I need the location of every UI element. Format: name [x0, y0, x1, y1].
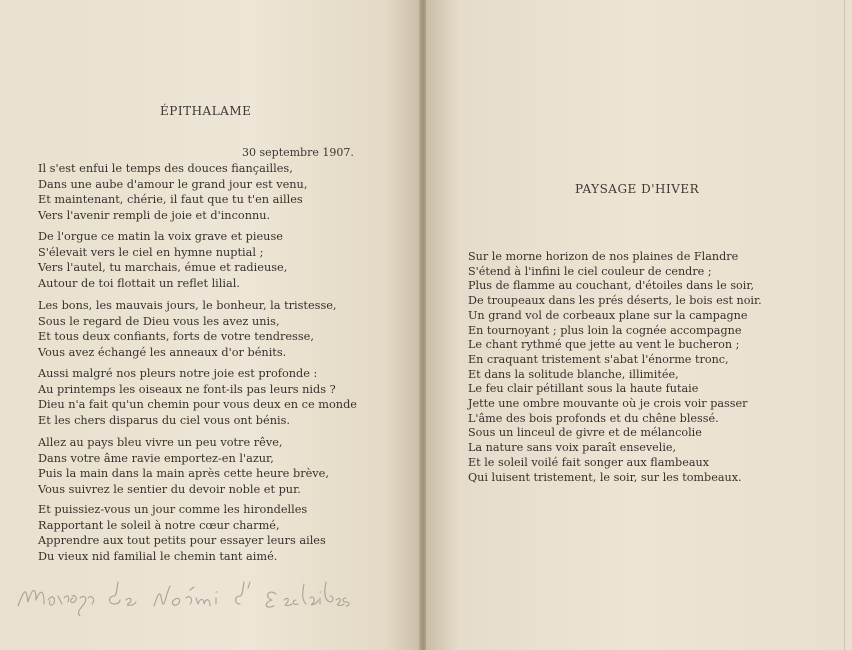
verse-line: Il s'est enfui le temps des douces fiançailles, — [38, 162, 293, 175]
verse-line: Et le soleil voilé fait songer aux flambeaux — [468, 455, 710, 469]
verse-line: Dans une aube d'amour le grand jour est venu, — [38, 177, 308, 191]
verse-line: Vers l'autel, tu marchais, émue et radieuse, — [38, 261, 288, 274]
verse-line: Les bons, les mauvais jours, le bonheur, la tristesse, — [38, 299, 337, 312]
verse-line: Allez au pays bleu vivre un peu votre rêve, — [38, 436, 283, 449]
verse-line: Et puissiez-vous un jour comme les hirondelles — [38, 503, 308, 516]
verse-line: Le chant rythmé que jette au vent le bucheron ; — [468, 338, 740, 352]
left-page-title: ÉPITHALAME — [160, 104, 252, 118]
stanza-4 — [38, 366, 357, 428]
verse-line: Un grand vol de corbeaux plane sur la campagne — [468, 308, 748, 322]
right-page-title: PAYSAGE D'HIVER — [575, 182, 700, 196]
verse-line: Dieu n'a fait qu'un chemin pour vous deux en ce monde — [38, 398, 357, 411]
verse-line: Aussi malgré nos pleurs notre joie est profonde : — [38, 367, 318, 380]
verse-line: S'élevait vers le ciel en hymne nuptial ; — [38, 245, 264, 259]
stanza-5 — [38, 435, 329, 497]
verse-line: Vous avez échangé les anneaux d'or bénits. — [38, 345, 287, 359]
verse-line: Et maintenant, chérie, il faut que tu t'en ailles — [38, 193, 303, 206]
stanza-6 — [38, 502, 326, 564]
verse-line: Dans votre âme ravie emportez-en l'azur, — [38, 451, 274, 465]
poem-date: 30 septembre 1907. — [242, 146, 354, 159]
verse-line: Puis la main dans la main après cette heure brève, — [38, 467, 329, 480]
verse-line: En craquant tristement s'abat l'énorme tronc, — [468, 352, 729, 366]
verse-line: L'âme des bois profonds et du chêne blessé. — [468, 411, 719, 425]
verse-line: Et tous deux confiants, forts de votre tendresse, — [38, 330, 314, 343]
verse-line: Et les chers disparus du ciel vous ont bénis. — [38, 413, 290, 427]
handwritten-note-signature — [14, 576, 354, 626]
verse-line: Sur le morne horizon de nos plaines de Flandre — [468, 250, 739, 263]
verse-line: Vers l'avenir rempli de joie et d'inconnu. — [38, 208, 271, 222]
poem-verses — [468, 250, 762, 485]
verse-line: Sous le regard de Dieu vous les avez unis, — [38, 314, 280, 328]
verse-line: Plus de flamme au couchant, d'étoiles dans le soir, — [468, 279, 755, 293]
stanza-2 — [38, 229, 287, 291]
verse-line: Autour de toi flottait un reflet lilial. — [38, 276, 240, 290]
verse-line: Rapportant le soleil à notre cœur charmé, — [38, 518, 280, 532]
verse-line: De troupeaux dans les prés déserts, le bois est noir. — [468, 294, 762, 308]
verse-line: Apprendre aux tout petits pour essayer leurs ailes — [38, 534, 326, 547]
verse-line: Qui luisent tristement, le soir, sur les tombeaux. — [468, 470, 742, 484]
stanza-1 — [38, 161, 307, 223]
verse-line: La nature sans voix paraît ensevelie, — [468, 441, 677, 455]
verse-line: Jette une ombre mouvante où je crois voir passer — [468, 397, 748, 411]
right-page — [426, 0, 844, 650]
verse-line: Du vieux nid familial le chemin tant aimé. — [38, 549, 278, 563]
verse-line: Le feu clair pétillant sous la haute futaie — [468, 382, 699, 396]
verse-line: Sous un linceul de givre et de mélancolie — [468, 426, 702, 440]
page-edge — [844, 0, 852, 650]
verse-line: S'étend à l'infini le ciel couleur de cendre ; — [468, 264, 712, 278]
stanza-3 — [38, 298, 337, 360]
verse-line: Au printemps les oiseaux ne font-ils pas leurs nids ? — [38, 382, 336, 396]
verse-line: En tournoyant ; plus loin la cognée accompagne — [468, 323, 742, 337]
left-page — [0, 0, 420, 650]
verse-line: De l'orgue ce matin la voix grave et pieuse — [38, 230, 283, 243]
verse-line: Vous suivrez le sentier du devoir noble et pur. — [38, 482, 301, 496]
verse-line: Et dans la solitude blanche, illimitée, — [468, 367, 679, 381]
